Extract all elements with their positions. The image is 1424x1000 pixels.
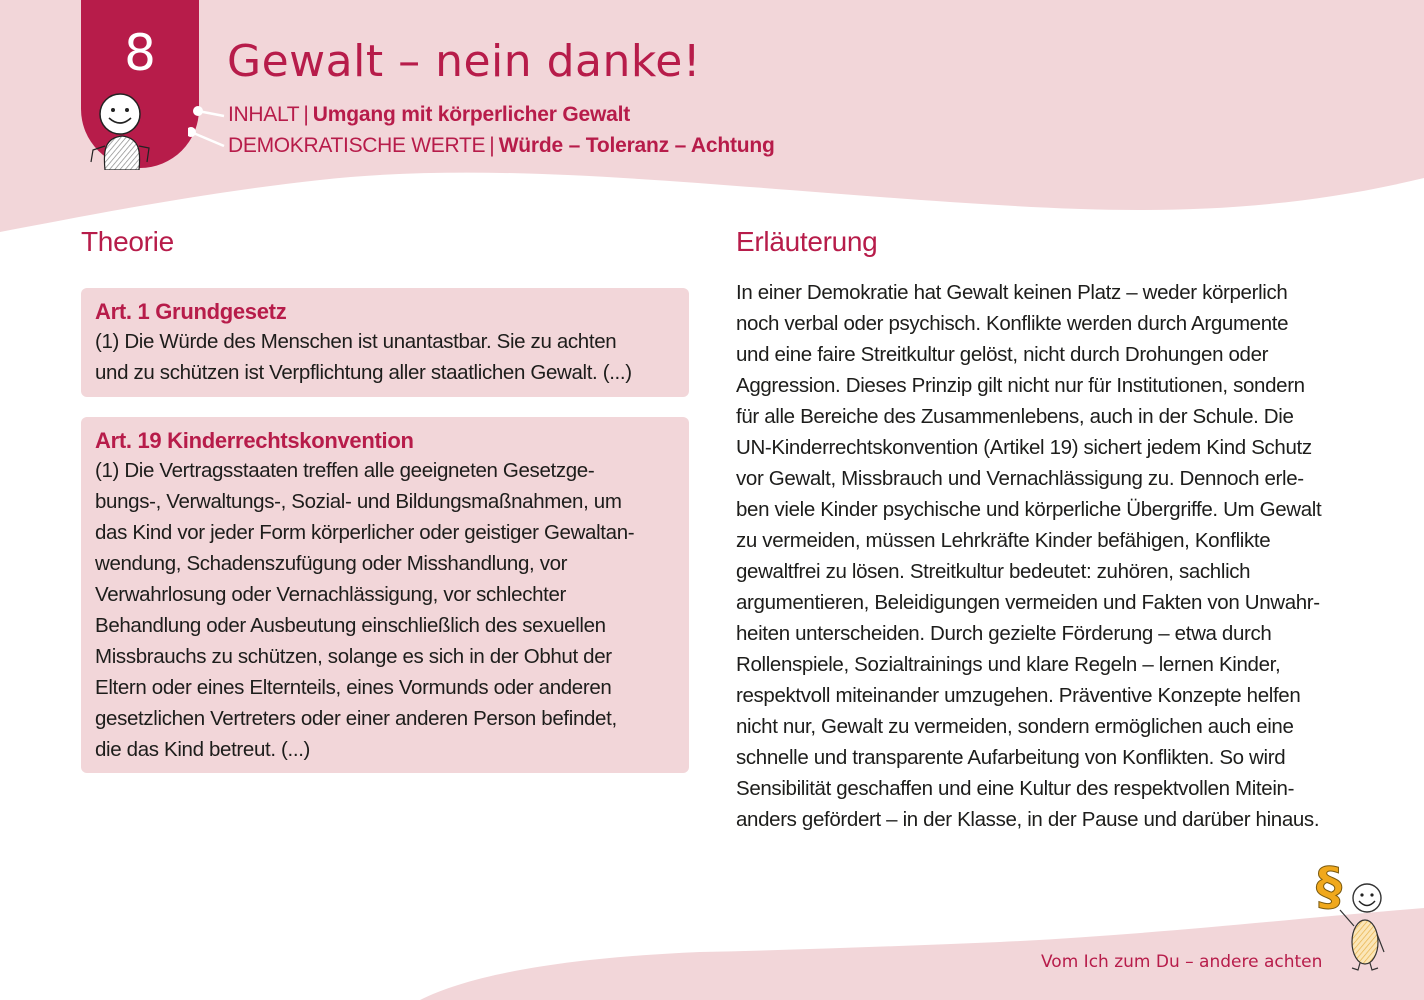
- law-title: Art. 19 Kinderrechtskonvention: [95, 428, 414, 453]
- page-title: Gewalt – nein danke!: [227, 36, 702, 87]
- meta-content-value: Umgang mit körperlicher Gewalt: [312, 103, 631, 126]
- explanation-line: In einer Demokratie hat Gewalt keinen Platz – weder körperlich: [736, 281, 1288, 304]
- meta-separator: |: [303, 103, 309, 126]
- law-text-line: Missbrauchs zu schützen, solange es sich in der Obhut der: [95, 645, 612, 668]
- connector-icon: [188, 100, 228, 160]
- meta-values-value: Würde – Toleranz – Achtung: [498, 134, 775, 157]
- explanation-line: und eine faire Streitkultur gelöst, nicht durch Drohungen oder: [736, 343, 1269, 366]
- explanation-line: für alle Bereiche des Zusammenlebens, auch in der Schule. Die: [736, 405, 1294, 428]
- law-title: Art. 1 Grundgesetz: [95, 299, 287, 324]
- explanation-line: respektvoll miteinander umzugehen. Präventive Konzepte helfen: [736, 684, 1301, 707]
- law-text-line: (1) Die Vertragsstaaten treffen alle geeigneten Gesetzge-: [95, 459, 595, 482]
- meta-values: [228, 134, 775, 158]
- explanation-heading: Erläuterung: [736, 226, 878, 257]
- law-text-line: wendung, Schadenszufügung oder Misshandlung, vor: [95, 552, 568, 575]
- chapter-tab: [81, 0, 199, 168]
- paragraph-mascot-icon: [1310, 852, 1400, 972]
- explanation-line: UN-Kinderrechtskonvention (Artikel 19) sichert jedem Kind Schutz: [736, 436, 1312, 459]
- explanation-line: nicht nur, Gewalt zu vermeiden, sondern ermöglichen auch eine: [736, 715, 1294, 738]
- law-box-kinderrechtskonvention: [81, 417, 689, 773]
- explanation-body: [736, 277, 1356, 835]
- law-text-line: und zu schützen ist Verpflichtung aller staatlichen Gewalt. (...): [95, 361, 632, 384]
- explanation-line: anders gefördert – in der Klasse, in der Pause und darüber hinaus.: [736, 808, 1320, 831]
- law-text-line: gesetzlichen Vertreters oder einer anderen Person befindet,: [95, 707, 617, 730]
- explanation-line: schnelle und transparente Aufarbeitung von Konflikten. So wird: [736, 746, 1286, 769]
- meta-content: [228, 103, 630, 127]
- meta-values-label: DEMOKRATISCHE WERTE: [228, 134, 486, 157]
- mascot-icon: [87, 90, 157, 170]
- meta-content-label: INHALT: [228, 103, 300, 126]
- explanation-line: noch verbal oder psychisch. Konflikte werden durch Argumente: [736, 312, 1289, 335]
- law-text-line: bungs-, Verwaltungs-, Sozial- und Bildungsmaßnahmen, um: [95, 490, 622, 513]
- law-text-line: (1) Die Würde des Menschen ist unantastbar. Sie zu achten: [95, 330, 617, 353]
- chapter-number: 8: [124, 24, 156, 82]
- law-text-line: die das Kind betreut. (...): [95, 738, 311, 761]
- theory-heading: Theorie: [81, 226, 174, 257]
- law-text-line: Behandlung oder Ausbeutung einschließlich des sexuellen: [95, 614, 606, 637]
- law-box-grundgesetz: [81, 288, 689, 397]
- meta-separator: |: [489, 134, 495, 157]
- law-text-line: das Kind vor jeder Form körperlicher oder geistiger Gewaltan-: [95, 521, 635, 544]
- law-text-line: Eltern oder eines Elternteils, eines Vormunds oder anderen: [95, 676, 612, 699]
- law-text-line: Verwahrlosung oder Vernachlässigung, vor schlechter: [95, 583, 567, 606]
- explanation-line: gewaltfrei zu lösen. Streitkultur bedeutet: zuhören, sachlich: [736, 560, 1251, 583]
- explanation-line: Rollenspiele, Sozialtrainings und klare Regeln – lernen Kinder,: [736, 653, 1281, 676]
- explanation-line: zu vermeiden, müssen Lehrkräfte Kinder befähigen, Konflikte: [736, 529, 1271, 552]
- explanation-line: ben viele Kinder psychische und körperliche Übergriffe. Um Gewalt: [736, 498, 1322, 521]
- explanation-line: argumentieren, Beleidigungen vermeiden und Fakten von Unwahr-: [736, 591, 1320, 614]
- footer-slogan: Vom Ich zum Du – andere achten: [1041, 952, 1323, 972]
- explanation-line: Sensibilität geschaffen und eine Kultur des respektvollen Mitein-: [736, 777, 1295, 800]
- svg-text:§: §: [1316, 857, 1342, 917]
- explanation-line: vor Gewalt, Missbrauch und Vernachlässigung zu. Dennoch erle-: [736, 467, 1304, 490]
- explanation-line: Aggression. Dieses Prinzip gilt nicht nur für Institutionen, sondern: [736, 374, 1305, 397]
- explanation-line: heiten unterscheiden. Durch gezielte Förderung – etwa durch: [736, 622, 1272, 645]
